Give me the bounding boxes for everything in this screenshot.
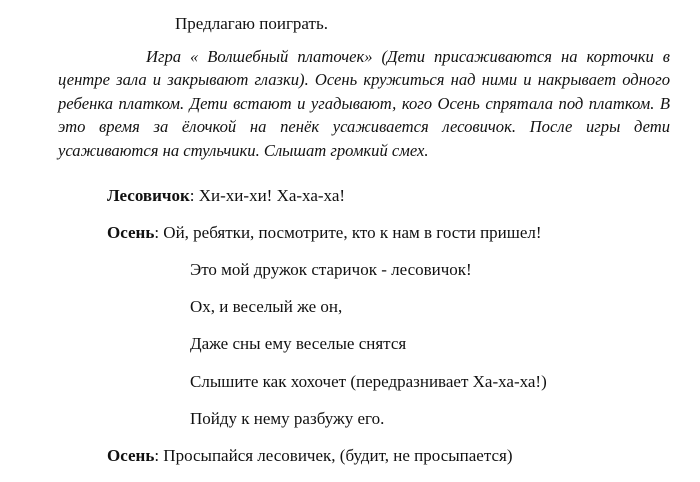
intro-line: Предлагаю поиграть.: [175, 14, 328, 33]
verse-line: Даже сны ему веселые снятся: [190, 334, 407, 353]
stage-direction-paragraph: Игра « Волшебный платочек» (Дети присаживаются на корточки в центре зала и закрывают глазки). Осень кружиться над ними и накрывает одного ребенка платком. Дети встают и угадывают, кого Осень спрятала под платком. В это время за ёлочкой на пенёк усаживается лесовичок. После игры дети усаживаются на стульчики. Слышат громкий смех.: [58, 47, 670, 160]
dialogue-text: : Просыпайся лесовичек, (будит, не просыпается): [154, 446, 513, 465]
verse-line: Ох, и веселый же он,: [190, 297, 343, 316]
verse-line: Пойду к нему разбужу его.: [190, 409, 385, 428]
dialogue-line-osen: [107, 222, 542, 244]
verse-line: Слышите как хохочет (передразнивает Ха-ха-ха!): [190, 372, 547, 391]
dialogue-line-lesovichok: [107, 185, 345, 207]
speaker-name: Лесовичок: [107, 186, 190, 205]
dialogue-line-osen: [107, 445, 513, 467]
speaker-name: Осень: [107, 223, 155, 242]
dialogue-text: : Ой, ребятки, посмотрите, кто к нам в гости пришел!: [154, 223, 542, 242]
dialogue-text: : Хи-хи-хи! Ха-ха-ха!: [189, 186, 346, 205]
speaker-name: Осень: [107, 446, 155, 465]
verse-line: Это мой дружок старичок - лесовичок!: [190, 260, 472, 279]
